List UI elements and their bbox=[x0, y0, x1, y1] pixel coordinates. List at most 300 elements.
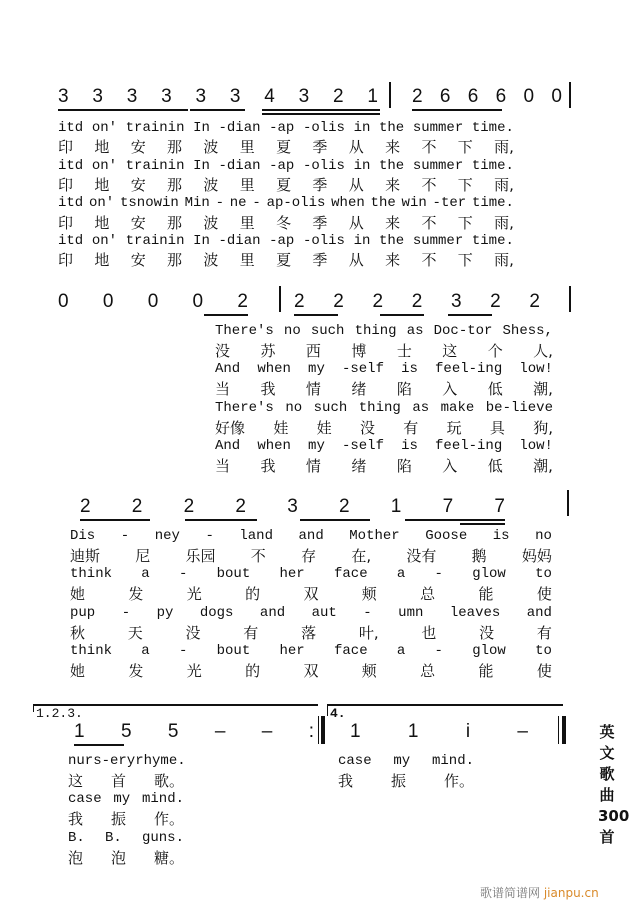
lyric-word: - bbox=[252, 195, 261, 212]
lyric-word: 她 bbox=[70, 661, 86, 680]
lyric-word: bout bbox=[216, 566, 251, 583]
lyric-word: make bbox=[440, 399, 475, 416]
lyric-word: 下 bbox=[457, 251, 473, 270]
lyric-word: 不 bbox=[421, 213, 437, 232]
lyric-word: -olis bbox=[302, 120, 345, 136]
lyric-word: 迪斯 bbox=[70, 546, 101, 565]
lyric-word: ney bbox=[154, 528, 180, 544]
lyric-word: leaves bbox=[449, 604, 501, 621]
lyric-word: 我 bbox=[68, 810, 84, 829]
lyric-word: my bbox=[308, 361, 325, 378]
lyric-word: dogs bbox=[199, 604, 234, 621]
ending-label: 4. bbox=[330, 706, 346, 721]
lyric-word: 雨, bbox=[494, 251, 514, 270]
note: 2 bbox=[372, 291, 384, 312]
final-bar-thick bbox=[562, 716, 566, 744]
lyric-word: -self bbox=[341, 438, 384, 455]
note: 3 bbox=[287, 496, 298, 517]
lyric-word: 光 bbox=[186, 585, 202, 604]
lyric-word: Mother bbox=[349, 528, 400, 544]
lyric-word: 作。 bbox=[153, 810, 184, 829]
lyric-word: face bbox=[333, 643, 368, 660]
beam bbox=[300, 519, 370, 521]
lyric-word: mind. bbox=[431, 753, 474, 769]
lyric-line-chinese bbox=[215, 341, 553, 359]
lyric-word: 情 bbox=[305, 380, 321, 399]
beam bbox=[448, 314, 492, 316]
lyric-word: 发 bbox=[128, 585, 144, 604]
lyric-line-english bbox=[68, 829, 184, 847]
lyric-word: Shess, bbox=[502, 323, 553, 339]
beam bbox=[460, 523, 505, 525]
volta-bracket-end bbox=[33, 704, 34, 712]
lyric-word: think bbox=[70, 643, 113, 660]
lyric-word: 个 bbox=[487, 341, 503, 360]
lyric-word: 季 bbox=[312, 175, 328, 194]
lyric-word: 低 bbox=[487, 380, 503, 399]
watermark bbox=[480, 884, 599, 901]
lyric-word: 我 bbox=[338, 771, 354, 790]
lyric-word: 她 bbox=[70, 585, 86, 604]
lyric-word: summer bbox=[412, 232, 464, 249]
lyric-word: 秋 bbox=[70, 623, 86, 642]
lyric-word: 双 bbox=[303, 585, 319, 604]
lyric-line-english bbox=[338, 752, 474, 770]
lyric-word: 安 bbox=[130, 175, 146, 194]
lyric-word: trainin bbox=[125, 232, 185, 249]
lyric-word: is bbox=[492, 528, 510, 544]
note: 7 bbox=[442, 496, 454, 517]
lyric-word: 来 bbox=[385, 213, 401, 232]
lyric-word: 从 bbox=[348, 213, 364, 232]
lyric-word: bout bbox=[216, 643, 251, 660]
lyric-word: 那 bbox=[167, 138, 183, 157]
beam bbox=[80, 519, 150, 521]
lyric-word: when bbox=[331, 195, 365, 212]
beam bbox=[294, 314, 338, 316]
beam bbox=[412, 109, 502, 111]
lyric-word: - bbox=[434, 566, 443, 583]
lyric-word: a bbox=[396, 643, 406, 660]
lyric-line-english bbox=[68, 790, 184, 808]
note: 5 bbox=[120, 721, 132, 742]
lyric-word: 有 bbox=[536, 623, 552, 642]
note: 1 bbox=[74, 721, 85, 742]
lyric-word: 雨, bbox=[494, 138, 514, 157]
beam bbox=[74, 744, 124, 746]
lyric-word: 潮, bbox=[533, 456, 553, 475]
note: 0 bbox=[192, 291, 204, 312]
volta-bracket-end bbox=[327, 704, 328, 716]
note: 2 bbox=[294, 291, 305, 312]
lyric-word: 玩 bbox=[446, 418, 462, 437]
lyric-word: time. bbox=[471, 157, 514, 174]
lyric-line-chinese bbox=[70, 623, 552, 641]
lyric-word: 地 bbox=[94, 175, 110, 194]
lyric-word: to bbox=[535, 643, 552, 660]
lyric-word: -olis bbox=[302, 232, 345, 249]
lyric-word: is bbox=[401, 438, 418, 455]
beam bbox=[204, 314, 248, 316]
lyric-line-chinese bbox=[70, 585, 552, 603]
lyric-line-chinese bbox=[215, 418, 553, 436]
lyric-line-chinese bbox=[215, 456, 553, 474]
lyric-word: the bbox=[379, 157, 405, 174]
lyric-word: 作。 bbox=[443, 771, 474, 790]
lyric-line-english bbox=[68, 752, 184, 770]
lyric-word: 有 bbox=[243, 623, 259, 642]
lyric-line-chinese bbox=[58, 213, 514, 231]
lyric-word: 首 bbox=[110, 771, 126, 790]
lyric-word: 波 bbox=[203, 138, 219, 157]
lyric-word: summer bbox=[412, 120, 464, 136]
lyric-word: 那 bbox=[167, 175, 183, 194]
lyric-word: 当 bbox=[215, 456, 231, 475]
lyric-word: 娃 bbox=[316, 418, 332, 437]
lyric-word: - bbox=[178, 643, 188, 660]
lyric-word: 在, bbox=[351, 546, 372, 565]
lyric-word: B. bbox=[104, 829, 122, 846]
lyric-word: Doc-tor bbox=[433, 323, 493, 339]
note: 3 bbox=[161, 86, 172, 107]
lyric-word: 下 bbox=[457, 213, 473, 232]
lyric-word: 里 bbox=[239, 175, 255, 194]
lyric-word: 人, bbox=[533, 341, 553, 360]
note: 3 bbox=[195, 86, 207, 107]
lyric-word: her bbox=[279, 566, 305, 583]
note: 5 bbox=[167, 721, 179, 742]
lyric-word: py bbox=[156, 604, 174, 621]
lyric-word: 安 bbox=[130, 138, 146, 157]
lyric-word: ne bbox=[229, 195, 247, 212]
lyric-word: summer bbox=[412, 157, 464, 174]
lyric-word: 颊 bbox=[361, 661, 377, 680]
lyric-word: 下 bbox=[457, 175, 473, 194]
lyric-line-english bbox=[58, 232, 514, 250]
lyric-word: 不 bbox=[421, 175, 437, 194]
lyric-word: feel-ing bbox=[435, 438, 503, 455]
lyric-word: 绪 bbox=[351, 456, 367, 475]
lyric-word: 苏 bbox=[260, 341, 276, 360]
lyric-word: 也 bbox=[421, 623, 437, 642]
lyric-word: a bbox=[141, 566, 150, 583]
lyric-word: 波 bbox=[203, 251, 219, 270]
note: 3 bbox=[126, 86, 138, 107]
lyric-line-english bbox=[58, 194, 514, 212]
lyric-word: the bbox=[370, 195, 396, 212]
lyric-word: - bbox=[215, 195, 224, 212]
beam bbox=[185, 519, 257, 521]
lyric-word: 从 bbox=[348, 175, 364, 194]
lyric-word: 冬 bbox=[276, 213, 292, 232]
lyric-word: case bbox=[338, 753, 372, 769]
lyric-line-chinese bbox=[68, 810, 184, 828]
lyric-word: 来 bbox=[385, 175, 401, 194]
lyric-word: 狗, bbox=[533, 418, 553, 437]
lyric-word: -ap bbox=[269, 120, 295, 136]
lyric-word: Dis bbox=[70, 528, 96, 544]
note: – bbox=[517, 721, 528, 742]
lyric-word: 没 bbox=[185, 623, 201, 642]
lyric-word: no bbox=[283, 323, 301, 339]
lyric-word: 振 bbox=[110, 810, 126, 829]
lyric-word: umn bbox=[398, 604, 424, 621]
note: 2 bbox=[80, 496, 91, 517]
lyric-word: tsnowin bbox=[120, 195, 179, 212]
note: 2 bbox=[237, 291, 248, 312]
beam bbox=[262, 109, 380, 111]
lyric-word: time. bbox=[471, 120, 514, 136]
beam bbox=[380, 314, 424, 316]
lyric-word: case bbox=[68, 791, 102, 808]
note: 2 bbox=[412, 86, 423, 107]
lyric-word: 里 bbox=[239, 213, 255, 232]
lyric-word: trainin bbox=[125, 120, 185, 136]
note: : bbox=[308, 721, 314, 742]
note: i bbox=[465, 721, 471, 742]
lyric-word: 西 bbox=[305, 341, 321, 360]
lyric-word: 有 bbox=[403, 418, 419, 437]
lyric-word: 的 bbox=[245, 585, 261, 604]
lyric-word: 来 bbox=[385, 251, 401, 270]
lyric-word: 波 bbox=[203, 213, 219, 232]
lyric-word: There's bbox=[215, 399, 274, 416]
note: 2 bbox=[411, 291, 423, 312]
lyric-word: 印 bbox=[58, 138, 74, 157]
lyric-word: 印 bbox=[58, 175, 74, 194]
lyric-word: 地 bbox=[94, 251, 110, 270]
lyric-word: 鹅 bbox=[471, 546, 487, 565]
lyric-word: 雨, bbox=[494, 175, 514, 194]
lyric-word: 夏 bbox=[276, 138, 292, 157]
notes-row bbox=[80, 495, 505, 519]
lyric-word: 季 bbox=[312, 251, 328, 270]
lyric-word: be-lieve bbox=[485, 399, 553, 416]
lyric-word: the bbox=[379, 232, 405, 249]
lyric-word: 具 bbox=[489, 418, 505, 437]
lyric-line-chinese bbox=[58, 251, 514, 269]
lyric-word: 没 bbox=[479, 623, 495, 642]
lyric-word: 娃 bbox=[273, 418, 289, 437]
lyric-line-chinese bbox=[215, 380, 553, 398]
lyric-word: 从 bbox=[348, 251, 364, 270]
beam bbox=[58, 109, 188, 111]
bar-line bbox=[567, 490, 569, 516]
lyric-word: in bbox=[353, 157, 371, 174]
lyric-word: 波 bbox=[203, 175, 219, 194]
lyric-word: 入 bbox=[442, 456, 458, 475]
lyric-word: Goose bbox=[425, 528, 468, 544]
lyric-word: her bbox=[279, 643, 305, 660]
lyric-word: - bbox=[120, 528, 130, 544]
repeat-bar-thick bbox=[321, 716, 325, 744]
lyric-word: 泡 bbox=[110, 848, 126, 867]
lyric-word: 来 bbox=[385, 138, 401, 157]
lyric-line-english bbox=[70, 642, 552, 660]
lyric-word: face bbox=[333, 566, 368, 583]
notes-row bbox=[58, 85, 378, 109]
lyric-word: -ter bbox=[432, 195, 467, 212]
lyric-word: 这 bbox=[442, 341, 458, 360]
lyric-word: 光 bbox=[186, 661, 202, 680]
note: 1 bbox=[390, 496, 402, 517]
lyric-word: on' bbox=[89, 195, 115, 212]
lyric-word: 入 bbox=[442, 380, 458, 399]
lyric-word: 士 bbox=[396, 341, 412, 360]
beam bbox=[405, 519, 505, 521]
lyric-word: when bbox=[257, 361, 291, 378]
lyric-line-english bbox=[215, 322, 553, 340]
note: 3 bbox=[450, 291, 462, 312]
lyric-word: 我 bbox=[260, 380, 276, 399]
lyric-word: 双 bbox=[303, 661, 319, 680]
lyric-word: 没 bbox=[359, 418, 375, 437]
beam bbox=[190, 109, 245, 111]
lyric-word: - bbox=[434, 643, 443, 660]
note: – bbox=[261, 721, 273, 742]
book-title-vertical: 英文歌曲300首 bbox=[598, 723, 630, 846]
note: 3 bbox=[92, 86, 103, 107]
watermark-en: jianpu.cn bbox=[543, 886, 599, 900]
notes-row bbox=[74, 720, 314, 744]
note: – bbox=[214, 721, 226, 742]
lyric-word: 绪 bbox=[351, 380, 367, 399]
lyric-word: 季 bbox=[312, 138, 328, 157]
repeat-bar bbox=[318, 716, 319, 744]
lyric-word: -dian bbox=[218, 157, 261, 174]
lyric-word: mind. bbox=[141, 791, 184, 808]
lyric-word: nurs-ery bbox=[68, 753, 136, 769]
lyric-word: 没有 bbox=[406, 546, 437, 565]
lyric-line-chinese bbox=[68, 771, 184, 789]
lyric-line-english bbox=[70, 604, 552, 622]
volta-bracket bbox=[327, 704, 563, 706]
lyric-word: land bbox=[239, 528, 273, 544]
lyric-word: 能 bbox=[478, 661, 494, 680]
lyric-word: Min bbox=[184, 195, 210, 212]
lyric-word: glow bbox=[472, 643, 506, 660]
lyric-word: 糖。 bbox=[153, 848, 184, 867]
note: 6 bbox=[467, 86, 479, 107]
note: 1 bbox=[367, 86, 378, 107]
notes-row bbox=[412, 85, 562, 109]
note: 3 bbox=[298, 86, 310, 107]
lyric-word: 陷 bbox=[396, 380, 412, 399]
bar-line bbox=[279, 286, 281, 312]
lyric-word: In bbox=[193, 120, 210, 136]
notes-row bbox=[294, 290, 540, 314]
lyric-word: to bbox=[535, 566, 552, 583]
lyric-word: as bbox=[412, 399, 430, 416]
lyric-word: low! bbox=[519, 438, 553, 455]
note: 2 bbox=[131, 496, 143, 517]
lyric-word: 的 bbox=[245, 661, 261, 680]
lyric-word: 雨, bbox=[494, 213, 514, 232]
beam bbox=[262, 113, 380, 115]
lyric-line-english bbox=[70, 527, 552, 545]
lyric-word: itd bbox=[58, 232, 84, 249]
note: 2 bbox=[183, 496, 195, 517]
lyric-word: 好像 bbox=[215, 418, 246, 437]
note: 2 bbox=[490, 291, 501, 312]
lyric-word: in bbox=[353, 232, 371, 249]
final-bar bbox=[558, 716, 559, 744]
lyric-word: - bbox=[178, 566, 188, 583]
lyric-word: -dian bbox=[218, 120, 261, 136]
lyric-word: on' bbox=[91, 120, 118, 136]
note: 6 bbox=[439, 86, 451, 107]
lyric-word: ap-olis bbox=[266, 195, 326, 212]
note: 1 bbox=[350, 721, 361, 742]
note: 2 bbox=[529, 291, 540, 312]
lyric-word: 尼 bbox=[135, 546, 151, 565]
note: 2 bbox=[333, 291, 344, 312]
note: 2 bbox=[338, 496, 350, 517]
lyric-word: -olis bbox=[302, 157, 345, 174]
lyric-word: the bbox=[379, 120, 405, 136]
ending-label: 1.2.3. bbox=[36, 706, 83, 721]
lyric-word: no bbox=[285, 399, 303, 416]
lyric-word: 安 bbox=[130, 251, 146, 270]
lyric-word: 颊 bbox=[361, 585, 377, 604]
lyric-word: 印 bbox=[58, 213, 74, 232]
lyric-word: 使 bbox=[536, 585, 552, 604]
lyric-word: 泡 bbox=[68, 848, 84, 867]
lyric-word: my bbox=[308, 438, 325, 455]
lyric-word: And bbox=[215, 361, 241, 378]
lyric-word: -ap bbox=[269, 157, 295, 174]
lyric-word: rhyme. bbox=[135, 753, 186, 769]
lyric-word: is bbox=[401, 361, 418, 378]
note: 0 bbox=[102, 291, 114, 312]
lyric-line-english bbox=[58, 119, 514, 137]
lyric-word: 季 bbox=[312, 213, 328, 232]
lyric-word: 歌。 bbox=[153, 771, 184, 790]
note: 0 bbox=[523, 86, 535, 107]
lyric-word: my bbox=[113, 791, 131, 808]
lyric-word: no bbox=[535, 528, 552, 544]
lyric-line-english bbox=[215, 437, 553, 455]
lyric-word: 不 bbox=[250, 546, 266, 565]
lyric-word: low! bbox=[519, 361, 553, 378]
note: 2 bbox=[333, 86, 344, 107]
lyric-word: 里 bbox=[239, 138, 255, 157]
lyric-word: In bbox=[193, 232, 210, 249]
note: 4 bbox=[264, 86, 275, 107]
note: 1 bbox=[407, 721, 419, 742]
lyric-word: 没 bbox=[215, 341, 231, 360]
lyric-word: 叶, bbox=[358, 623, 379, 642]
lyric-word: 那 bbox=[167, 251, 183, 270]
lyric-word: a bbox=[141, 643, 150, 660]
lyric-word: such bbox=[310, 323, 345, 339]
lyric-word: 夏 bbox=[276, 251, 292, 270]
lyric-word: when bbox=[257, 438, 291, 455]
lyric-word: on' bbox=[91, 232, 118, 249]
lyric-word: and bbox=[259, 604, 286, 621]
lyric-word: glow bbox=[472, 566, 506, 583]
lyric-word: 当 bbox=[215, 380, 231, 399]
lyric-word: 情 bbox=[305, 456, 321, 475]
lyric-word: as bbox=[406, 323, 424, 339]
lyric-word: time. bbox=[471, 232, 514, 249]
lyric-word: 安 bbox=[130, 213, 146, 232]
note: 3 bbox=[58, 86, 69, 107]
lyric-line-english bbox=[58, 157, 514, 175]
lyric-word: - bbox=[363, 604, 372, 621]
note: 7 bbox=[494, 496, 505, 517]
lyric-word: 博 bbox=[351, 341, 367, 360]
